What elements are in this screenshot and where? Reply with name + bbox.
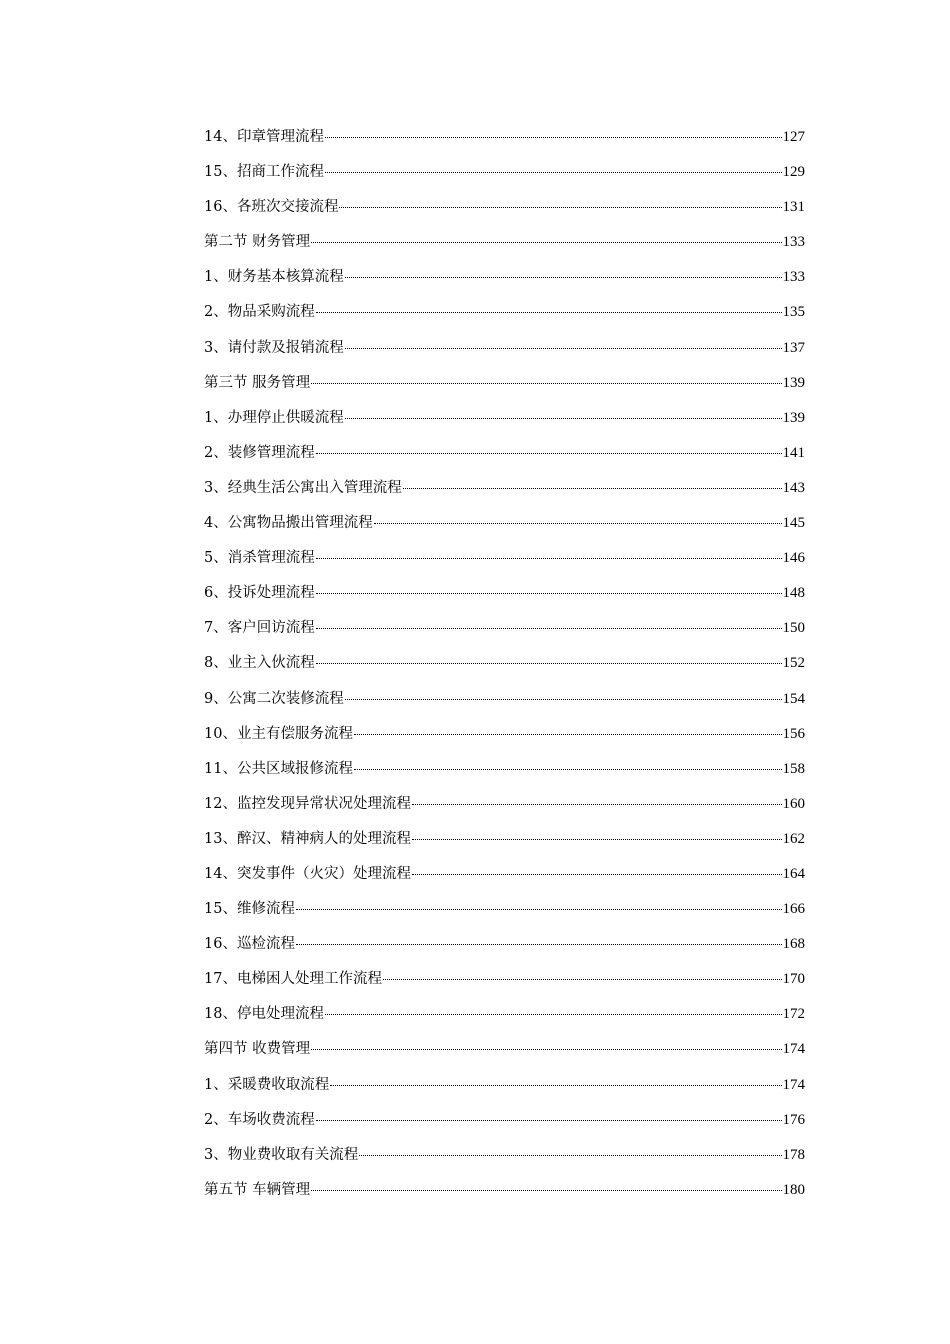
toc-dot-leader — [296, 944, 782, 945]
toc-entry-title: 1、办理停止供暖流程 — [204, 409, 344, 426]
toc-dot-leader — [345, 418, 782, 419]
toc-dot-leader — [316, 1120, 782, 1121]
toc-entry-title: 13、醉汉、精神病人的处理流程 — [204, 830, 411, 847]
toc-dot-leader — [354, 734, 782, 735]
toc-entry-title: 14、印章管理流程 — [204, 129, 324, 145]
toc-dot-leader — [359, 1155, 781, 1156]
toc-page-number: 131 — [782, 199, 805, 216]
toc-entry[interactable] — [204, 962, 805, 997]
toc-entry-title: 14、突发事件（火灾）处理流程 — [204, 865, 411, 882]
toc-entry[interactable] — [204, 857, 805, 892]
toc-dot-leader — [316, 453, 782, 454]
toc-entry[interactable] — [204, 892, 805, 927]
toc-dot-leader — [412, 804, 782, 805]
toc-entry[interactable] — [204, 576, 805, 611]
toc-page-number: 170 — [782, 971, 805, 988]
toc-dot-leader — [316, 312, 782, 313]
toc-page-number: 148 — [782, 585, 805, 602]
toc-dot-leader — [311, 1049, 781, 1050]
toc-dot-leader — [316, 663, 782, 664]
toc-entry[interactable] — [204, 366, 805, 401]
toc-entry-title: 第三节 服务管理 — [204, 374, 311, 391]
toc-entry[interactable] — [204, 401, 805, 436]
toc-entry[interactable] — [204, 436, 805, 471]
toc-entry[interactable] — [204, 190, 805, 225]
toc-page-number: 127 — [782, 129, 805, 145]
toc-page-number: 139 — [782, 374, 805, 391]
toc-entry[interactable] — [204, 646, 805, 681]
toc-entry-title: 7、客户回访流程 — [204, 620, 315, 637]
toc-entry-title: 6、投诉处理流程 — [204, 585, 315, 602]
toc-entry-title: 2、物品采购流程 — [204, 304, 315, 321]
toc-dot-leader — [325, 1014, 782, 1015]
toc-entry[interactable] — [204, 506, 805, 541]
toc-entry[interactable] — [204, 1103, 805, 1138]
toc-entry-title: 第二节 财务管理 — [204, 234, 311, 251]
toc-entry[interactable] — [204, 155, 805, 190]
toc-page-number: 152 — [782, 655, 805, 672]
toc-entry[interactable] — [204, 1138, 805, 1173]
toc-entry[interactable] — [204, 752, 805, 787]
toc-entry-title: 第四节 收费管理 — [204, 1041, 311, 1058]
toc-entry-title: 11、公共区域报修流程 — [204, 760, 353, 777]
toc-dot-leader — [412, 839, 782, 840]
toc-entry-title: 1、采暖费收取流程 — [204, 1076, 330, 1093]
toc-page-number: 162 — [782, 830, 805, 847]
toc-page-number: 133 — [782, 234, 805, 251]
toc-entry[interactable] — [204, 1068, 805, 1103]
toc-page-number: 164 — [782, 865, 805, 882]
toc-page-number: 156 — [782, 725, 805, 742]
toc-entry-title: 15、维修流程 — [204, 901, 295, 918]
toc-entry-title: 3、物业费收取有关流程 — [204, 1146, 359, 1163]
toc-entry-title: 2、装修管理流程 — [204, 444, 315, 461]
toc-entry-title: 15、招商工作流程 — [204, 164, 324, 181]
toc-entry-title: 1、财务基本核算流程 — [204, 269, 344, 286]
toc-page-number: 135 — [782, 304, 805, 321]
toc-entry[interactable] — [204, 682, 805, 717]
toc-page-number: 139 — [782, 409, 805, 426]
toc-dot-leader — [311, 242, 781, 243]
toc-entry[interactable] — [204, 471, 805, 506]
toc-entry-title: 3、请付款及报销流程 — [204, 339, 344, 356]
toc-entry[interactable] — [204, 787, 805, 822]
toc-entry-title: 16、各班次交接流程 — [204, 199, 339, 216]
toc-page-number: 146 — [782, 550, 805, 567]
toc-page-number: 141 — [782, 444, 805, 461]
toc-entry-title: 12、监控发现异常状况处理流程 — [204, 795, 411, 812]
toc-entry[interactable] — [204, 927, 805, 962]
toc-page-number: 154 — [782, 690, 805, 707]
toc-page-number: 174 — [782, 1076, 805, 1093]
toc-page-number: 166 — [782, 901, 805, 918]
toc-page-number: 150 — [782, 620, 805, 637]
toc-entry-title: 9、公寓二次装修流程 — [204, 690, 344, 707]
toc-entry[interactable] — [204, 1173, 805, 1208]
toc-page-number: 174 — [782, 1041, 805, 1058]
toc-entry-title: 16、巡检流程 — [204, 936, 295, 953]
toc-entry-title: 17、电梯困人处理工作流程 — [204, 971, 382, 988]
toc-page-number: 172 — [782, 1006, 805, 1023]
toc-page-number: 143 — [782, 479, 805, 496]
toc-dot-leader — [311, 1190, 781, 1191]
toc-entry[interactable] — [204, 120, 805, 155]
toc-dot-leader — [345, 699, 782, 700]
toc-page-number: 129 — [782, 164, 805, 181]
toc-entry-title: 8、业主入伙流程 — [204, 655, 315, 672]
toc-entry[interactable] — [204, 225, 805, 260]
toc-entry[interactable] — [204, 260, 805, 295]
toc-entry[interactable] — [204, 295, 805, 330]
toc-entry-title: 18、停电处理流程 — [204, 1006, 324, 1023]
toc-entry[interactable] — [204, 1032, 805, 1067]
toc-entry[interactable] — [204, 822, 805, 857]
toc-dot-leader — [345, 348, 782, 349]
toc-page-number: 145 — [782, 515, 805, 532]
toc-entry[interactable] — [204, 541, 805, 576]
toc-entry-title: 3、经典生活公寓出入管理流程 — [204, 479, 402, 496]
toc-dot-leader — [325, 137, 782, 138]
toc-entry[interactable] — [204, 717, 805, 752]
toc-entry-title: 4、公寓物品搬出管理流程 — [204, 515, 373, 532]
toc-dot-leader — [412, 874, 782, 875]
toc-entry[interactable] — [204, 611, 805, 646]
toc-page-number: 180 — [782, 1181, 805, 1198]
toc-entry-title: 2、车场收费流程 — [204, 1111, 315, 1128]
toc-dot-leader — [374, 523, 782, 524]
toc-dot-leader — [316, 558, 782, 559]
toc-dot-leader — [383, 979, 782, 980]
toc-dot-leader — [296, 909, 782, 910]
toc-dot-leader — [325, 172, 782, 173]
toc-dot-leader — [311, 383, 781, 384]
toc-dot-leader — [330, 1085, 781, 1086]
toc-dot-leader — [316, 593, 782, 594]
toc-page-number: 137 — [782, 339, 805, 356]
toc-entry-title: 10、业主有偿服务流程 — [204, 725, 353, 742]
toc-page-number: 168 — [782, 936, 805, 953]
toc-entry[interactable] — [204, 331, 805, 366]
toc-dot-leader — [339, 207, 781, 208]
toc-dot-leader — [345, 277, 782, 278]
toc-page-number: 133 — [782, 269, 805, 286]
toc-page-number: 178 — [782, 1146, 805, 1163]
table-of-contents — [204, 120, 805, 1208]
toc-dot-leader — [403, 488, 782, 489]
toc-dot-leader — [354, 769, 782, 770]
toc-page-number: 158 — [782, 760, 805, 777]
toc-page-number: 160 — [782, 795, 805, 812]
toc-page-number: 176 — [782, 1111, 805, 1128]
toc-entry-title: 5、消杀管理流程 — [204, 550, 315, 567]
toc-entry-title: 第五节 车辆管理 — [204, 1181, 311, 1198]
toc-entry[interactable] — [204, 997, 805, 1032]
toc-dot-leader — [316, 628, 782, 629]
